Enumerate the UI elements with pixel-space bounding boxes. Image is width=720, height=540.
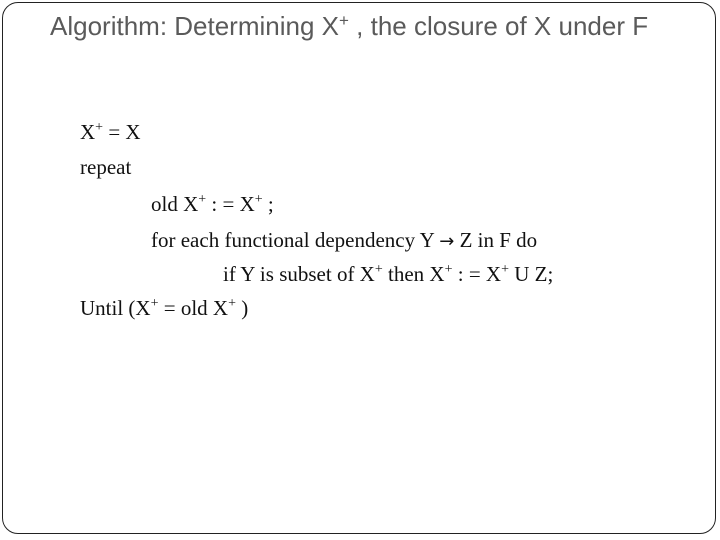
algorithm-line-for-each: for each functional dependency Y → Z in F do bbox=[151, 228, 538, 252]
algorithm-line-assign: old X+ : = X+ ; bbox=[151, 192, 274, 216]
title-superscript: + bbox=[339, 11, 349, 30]
algorithm-line-if: if Y is subset of X+ then X+ : = X+ U Z; bbox=[223, 262, 554, 286]
title-text: Algorithm: Determining X bbox=[50, 11, 339, 41]
algorithm-line-until: Until (X+ = old X+ ) bbox=[80, 296, 249, 320]
title-text-rest: , the closure of X under F bbox=[348, 11, 649, 41]
algorithm-line-repeat: repeat bbox=[80, 155, 132, 179]
right-arrow-icon: → bbox=[439, 231, 455, 252]
algorithm-line-init: X+ = X bbox=[80, 120, 141, 144]
